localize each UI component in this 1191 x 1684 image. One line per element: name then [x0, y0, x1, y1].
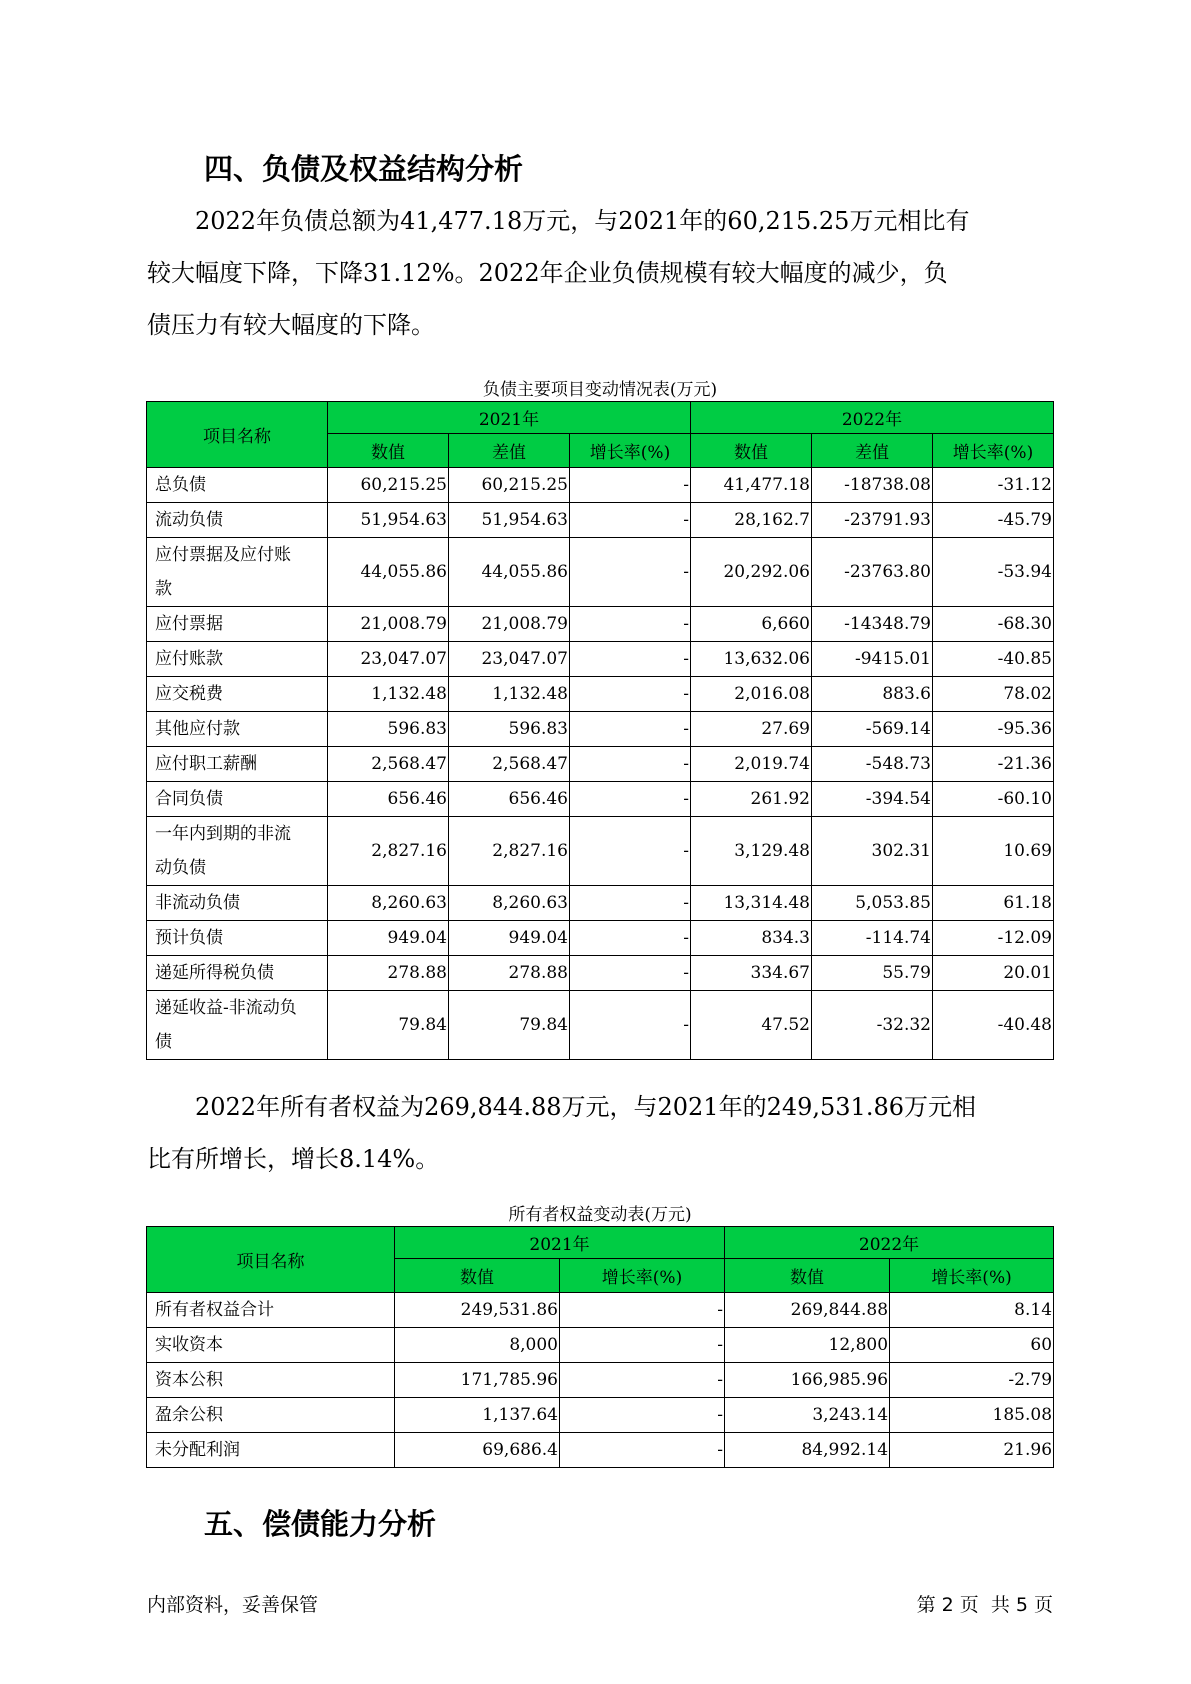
- row-item-name-line: 流动负债: [155, 510, 223, 530]
- header-rate-2022: 增长率(%): [890, 1259, 1054, 1293]
- table-row: [147, 1398, 1054, 1433]
- cell-value-2022: 84,992.14: [725, 1433, 890, 1468]
- table-row: [147, 956, 1054, 991]
- cell-value-2021: 656.46: [328, 782, 449, 817]
- cell-diff-2022: -114.74: [812, 921, 933, 956]
- row-item-name-line: 应付账款: [155, 649, 223, 669]
- header-rate-2021: 增长率(%): [570, 434, 691, 468]
- cell-value-2022: 3,129.48: [691, 817, 812, 886]
- table-row: [147, 1293, 1054, 1328]
- cell-value-2021: 2,568.47: [328, 747, 449, 782]
- equity-summary-paragraph: [147, 1081, 1047, 1185]
- row-item-name: [147, 747, 328, 782]
- cell-rate-2022: -12.09: [933, 921, 1054, 956]
- cell-diff-2022: 5,053.85: [812, 886, 933, 921]
- cell-value-2022: 261.92: [691, 782, 812, 817]
- paragraph-line: 2022年所有者权益为269,844.88万元，与2021年的249,531.86万元相: [195, 1093, 976, 1121]
- cell-diff-2022: -394.54: [812, 782, 933, 817]
- cell-rate-2021: -: [570, 991, 691, 1060]
- cell-item-name: 未分配利润: [147, 1433, 395, 1468]
- cell-rate-2022: -40.85: [933, 642, 1054, 677]
- header-rate-2022: 增长率(%): [933, 434, 1054, 468]
- cell-value-2021: 249,531.86: [395, 1293, 560, 1328]
- cell-rate-2021: -: [570, 607, 691, 642]
- cell-rate-2022: -53.94: [933, 538, 1054, 607]
- paragraph-line: 较大幅度下降，下降31.12%。2022年企业负债规模有较大幅度的减少，负: [147, 259, 948, 287]
- cell-rate-2021: -: [570, 642, 691, 677]
- cell-value-2022: 12,800: [725, 1328, 890, 1363]
- cell-diff-2021: 2,827.16: [449, 817, 570, 886]
- cell-item-name: 所有者权益合计: [147, 1293, 395, 1328]
- cell-diff-2022: -23763.80: [812, 538, 933, 607]
- cell-value-2022: 2,019.74: [691, 747, 812, 782]
- liability-table: [146, 401, 1054, 1060]
- cell-value-2022: 269,844.88: [725, 1293, 890, 1328]
- header-diff-2022: 差值: [812, 434, 933, 468]
- cell-rate-2022: -45.79: [933, 503, 1054, 538]
- row-item-name-line: 非流动负债: [155, 893, 240, 913]
- header-diff-2021: 差值: [449, 434, 570, 468]
- header-year-2021: 2021年: [395, 1227, 725, 1259]
- footer-page-number: 第 2 页 共 5 页: [916, 1594, 1053, 1616]
- row-item-name-line: 合同负债: [155, 789, 223, 809]
- section-4-title: 四、负债及权益结构分析: [204, 152, 524, 186]
- cell-value-2021: 69,686.4: [395, 1433, 560, 1468]
- cell-value-2022: 834.3: [691, 921, 812, 956]
- section-5-title: 五、偿债能力分析: [204, 1507, 437, 1541]
- footer-confidential-note: 内部资料，妥善保管: [147, 1594, 319, 1616]
- cell-diff-2022: -548.73: [812, 747, 933, 782]
- cell-value-2022: 20,292.06: [691, 538, 812, 607]
- row-item-name-line: 债: [155, 1032, 172, 1052]
- cell-value-2022: 334.67: [691, 956, 812, 991]
- cell-value-2021: 21,008.79: [328, 607, 449, 642]
- row-item-name: [147, 538, 328, 607]
- table-row: [147, 677, 1054, 712]
- table-row: [147, 468, 1054, 503]
- header-value-2021: 数值: [395, 1259, 560, 1293]
- equity-table: [146, 1226, 1054, 1468]
- cell-rate-2021: -: [570, 712, 691, 747]
- table-row: [147, 642, 1054, 677]
- header-value-2022: 数值: [691, 434, 812, 468]
- row-item-name-line: 应付票据: [155, 614, 223, 634]
- row-item-name-line: 应付职工薪酬: [155, 754, 257, 774]
- cell-rate-2022: -60.10: [933, 782, 1054, 817]
- cell-diff-2022: -32.32: [812, 991, 933, 1060]
- cell-rate-2021: -: [560, 1433, 725, 1468]
- cell-value-2021: 949.04: [328, 921, 449, 956]
- paragraph-line: 2022年负债总额为41,477.18万元，与2021年的60,215.25万元相比有: [195, 207, 970, 235]
- cell-value-2021: 44,055.86: [328, 538, 449, 607]
- table-row: [147, 607, 1054, 642]
- cell-value-2022: 13,314.48: [691, 886, 812, 921]
- cell-rate-2022: 20.01: [933, 956, 1054, 991]
- cell-rate-2022: -95.36: [933, 712, 1054, 747]
- row-item-name-line: 其他应付款: [155, 719, 240, 739]
- liability-table-caption: 负债主要项目变动情况表(万元): [482, 380, 718, 400]
- cell-diff-2022: -9415.01: [812, 642, 933, 677]
- cell-rate-2022: -2.79: [890, 1363, 1054, 1398]
- cell-diff-2022: -569.14: [812, 712, 933, 747]
- table-row: [147, 1328, 1054, 1363]
- cell-diff-2021: 656.46: [449, 782, 570, 817]
- cell-value-2021: 2,827.16: [328, 817, 449, 886]
- row-item-name: [147, 956, 328, 991]
- row-item-name: [147, 817, 328, 886]
- header-value-2021: 数值: [328, 434, 449, 468]
- row-item-name-line: 款: [155, 579, 172, 599]
- row-item-name-line: 总负债: [155, 475, 206, 495]
- header-item-name: 项目名称: [147, 1227, 395, 1293]
- cell-value-2021: 51,954.63: [328, 503, 449, 538]
- row-item-name: [147, 886, 328, 921]
- cell-diff-2021: 278.88: [449, 956, 570, 991]
- cell-diff-2022: -23791.93: [812, 503, 933, 538]
- row-item-name-line: 递延所得税负债: [155, 963, 274, 983]
- cell-value-2022: 27.69: [691, 712, 812, 747]
- row-item-name-line: 应交税费: [155, 684, 223, 704]
- cell-value-2021: 278.88: [328, 956, 449, 991]
- row-item-name-line: 递延收益-非流动负: [155, 998, 297, 1018]
- row-item-name-line: 预计负债: [155, 928, 223, 948]
- cell-value-2022: 28,162.7: [691, 503, 812, 538]
- cell-rate-2022: -68.30: [933, 607, 1054, 642]
- cell-diff-2021: 949.04: [449, 921, 570, 956]
- paragraph-line: 比有所增长，增长8.14%。: [147, 1145, 440, 1173]
- cell-rate-2021: -: [570, 747, 691, 782]
- cell-diff-2021: 2,568.47: [449, 747, 570, 782]
- cell-rate-2022: 8.14: [890, 1293, 1054, 1328]
- cell-rate-2021: -: [570, 468, 691, 503]
- table-row: [147, 817, 1054, 886]
- header-value-2022: 数值: [725, 1259, 890, 1293]
- cell-value-2022: 41,477.18: [691, 468, 812, 503]
- cell-rate-2021: -: [570, 956, 691, 991]
- cell-rate-2022: 185.08: [890, 1398, 1054, 1433]
- row-item-name: [147, 607, 328, 642]
- row-item-name: [147, 503, 328, 538]
- cell-value-2022: 47.52: [691, 991, 812, 1060]
- row-item-name-line: 应付票据及应付账: [155, 545, 291, 565]
- cell-item-name: 资本公积: [147, 1363, 395, 1398]
- cell-diff-2021: 44,055.86: [449, 538, 570, 607]
- cell-rate-2022: -40.48: [933, 991, 1054, 1060]
- cell-item-name: 实收资本: [147, 1328, 395, 1363]
- cell-rate-2021: -: [570, 538, 691, 607]
- cell-rate-2021: -: [570, 782, 691, 817]
- table-row: [147, 1363, 1054, 1398]
- table-row: [147, 712, 1054, 747]
- cell-rate-2022: 60: [890, 1328, 1054, 1363]
- cell-value-2021: 171,785.96: [395, 1363, 560, 1398]
- cell-rate-2021: -: [570, 677, 691, 712]
- cell-diff-2022: 302.31: [812, 817, 933, 886]
- cell-rate-2022: 21.96: [890, 1433, 1054, 1468]
- cell-rate-2021: -: [560, 1363, 725, 1398]
- header-item-name: 项目名称: [147, 402, 328, 468]
- row-item-name: [147, 712, 328, 747]
- cell-value-2022: 2,016.08: [691, 677, 812, 712]
- cell-rate-2022: -21.36: [933, 747, 1054, 782]
- equity-table-caption: 所有者权益变动表(万元): [508, 1205, 692, 1225]
- paragraph-line: 债压力有较大幅度的下降。: [147, 311, 435, 339]
- cell-diff-2022: 883.6: [812, 677, 933, 712]
- cell-rate-2022: 78.02: [933, 677, 1054, 712]
- table-row: [147, 538, 1054, 607]
- cell-value-2022: 13,632.06: [691, 642, 812, 677]
- row-item-name: [147, 782, 328, 817]
- table-row: [147, 991, 1054, 1060]
- cell-rate-2022: 61.18: [933, 886, 1054, 921]
- cell-rate-2022: -31.12: [933, 468, 1054, 503]
- cell-rate-2021: -: [570, 886, 691, 921]
- cell-rate-2021: -: [560, 1293, 725, 1328]
- cell-value-2022: 166,985.96: [725, 1363, 890, 1398]
- cell-diff-2021: 23,047.07: [449, 642, 570, 677]
- cell-diff-2021: 51,954.63: [449, 503, 570, 538]
- cell-rate-2021: -: [560, 1398, 725, 1433]
- header-year-2021: 2021年: [328, 402, 691, 434]
- cell-diff-2021: 79.84: [449, 991, 570, 1060]
- cell-value-2021: 596.83: [328, 712, 449, 747]
- cell-value-2021: 8,000: [395, 1328, 560, 1363]
- cell-diff-2021: 21,008.79: [449, 607, 570, 642]
- row-item-name: [147, 991, 328, 1060]
- cell-diff-2022: 55.79: [812, 956, 933, 991]
- cell-value-2021: 1,137.64: [395, 1398, 560, 1433]
- table-row: [147, 921, 1054, 956]
- cell-value-2022: 3,243.14: [725, 1398, 890, 1433]
- table-row: [147, 782, 1054, 817]
- cell-value-2021: 23,047.07: [328, 642, 449, 677]
- cell-rate-2021: -: [570, 921, 691, 956]
- cell-rate-2021: -: [570, 503, 691, 538]
- cell-value-2021: 60,215.25: [328, 468, 449, 503]
- cell-diff-2022: -18738.08: [812, 468, 933, 503]
- row-item-name-line: 动负债: [155, 858, 206, 878]
- cell-diff-2021: 1,132.48: [449, 677, 570, 712]
- cell-diff-2022: -14348.79: [812, 607, 933, 642]
- cell-rate-2021: -: [570, 817, 691, 886]
- cell-value-2021: 79.84: [328, 991, 449, 1060]
- table-row: [147, 1433, 1054, 1468]
- row-item-name: [147, 921, 328, 956]
- cell-value-2021: 8,260.63: [328, 886, 449, 921]
- header-year-2022: 2022年: [725, 1227, 1054, 1259]
- table-row: [147, 747, 1054, 782]
- row-item-name: [147, 642, 328, 677]
- row-item-name: [147, 468, 328, 503]
- liability-summary-paragraph: [147, 195, 1047, 351]
- cell-rate-2021: -: [560, 1328, 725, 1363]
- header-year-2022: 2022年: [691, 402, 1054, 434]
- row-item-name: [147, 677, 328, 712]
- cell-rate-2022: 10.69: [933, 817, 1054, 886]
- cell-value-2021: 1,132.48: [328, 677, 449, 712]
- cell-diff-2021: 596.83: [449, 712, 570, 747]
- row-item-name-line: 一年内到期的非流: [155, 824, 291, 844]
- cell-diff-2021: 60,215.25: [449, 468, 570, 503]
- cell-value-2022: 6,660: [691, 607, 812, 642]
- header-rate-2021: 增长率(%): [560, 1259, 725, 1293]
- table-row: [147, 503, 1054, 538]
- cell-item-name: 盈余公积: [147, 1398, 395, 1433]
- cell-diff-2021: 8,260.63: [449, 886, 570, 921]
- table-row: [147, 886, 1054, 921]
